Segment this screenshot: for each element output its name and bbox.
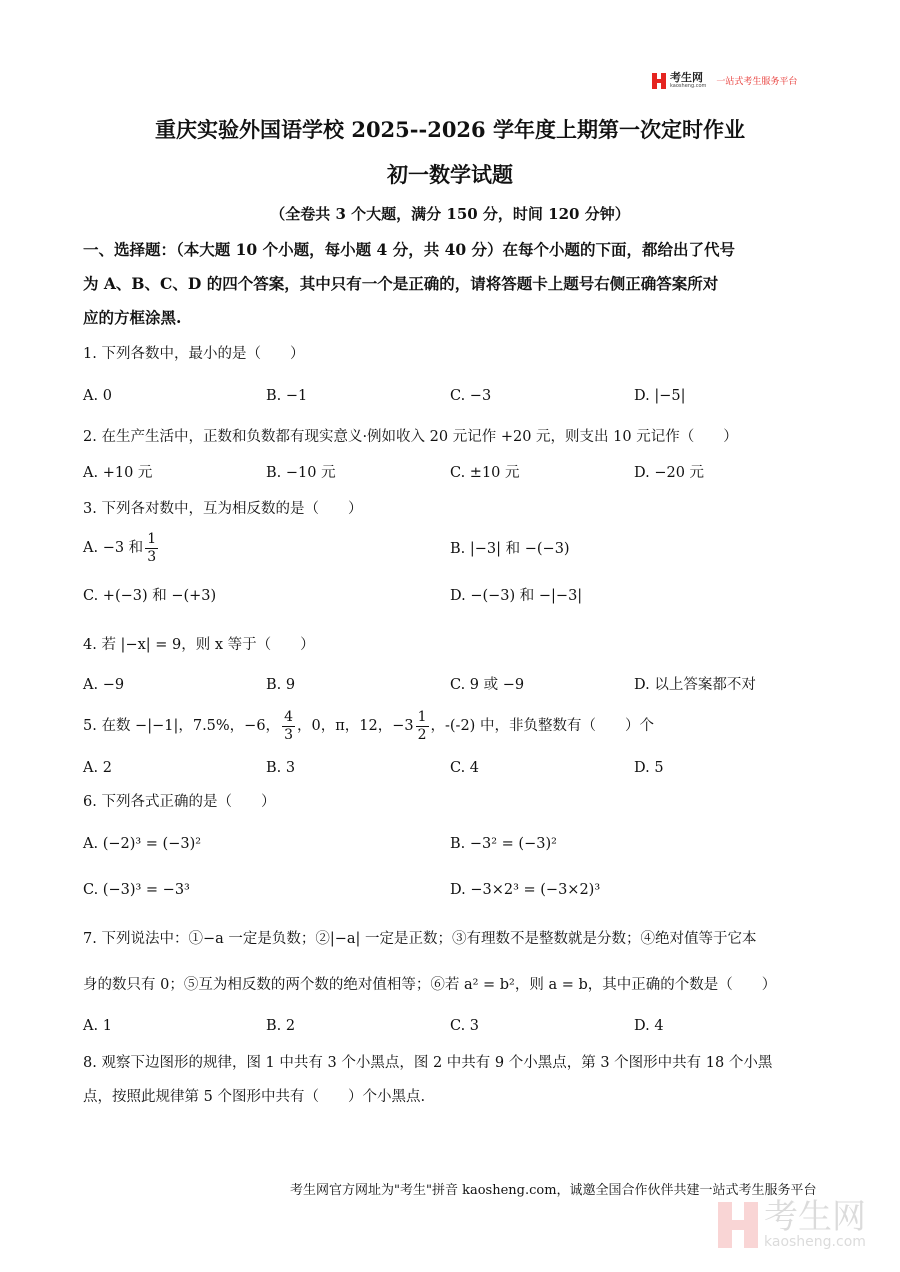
footer-text: 考生网官方网址为"考生"拼音 kaosheng.com，诚邀全国合作伙伴共建一站式考生服务平台 [290,1183,817,1198]
watermark-logo-icon [718,1202,758,1248]
q7-option-a: A. 1 [83,1018,112,1034]
page-title: 重庆实验外国语学校 2025--2026 学年度上期第一次定时作业 [155,117,745,142]
q4-option-a: A. −9 [83,677,125,693]
q5-option-a: A. 2 [83,760,112,776]
watermark [718,1197,866,1250]
question-6-stem: 6. 下列各式正确的是（ ） [83,794,276,810]
q3-option-a [83,530,160,566]
stem-text: ，0，π，12，−3 [296,718,414,734]
logo-domain: kaosheng.com [670,83,707,89]
denominator: 2 [417,726,427,743]
stem-text: 5. 在数 −|−1|，7.5%，−6， [83,718,281,734]
q1-option-b: B. −1 [266,388,308,404]
question-5-stem [83,707,654,745]
fraction [416,709,429,744]
q7-option-d: D. 4 [634,1018,664,1034]
logo-mark-icon [652,73,666,89]
page-subtitle: 初一数学试题 [387,162,513,187]
stem-text: ，-(-2) 中，非负整数有（ ）个 [430,718,654,734]
q5-option-b: B. 3 [266,760,296,776]
q4-option-d: D. 以上答案都不对 [634,677,756,693]
question-2-stem: 2. 在生产生活中，正数和负数都有现实意义·例如收入 20 元记作 +20 元，则支出 10 元记作（ ） [83,429,738,445]
watermark-domain: kaosheng.com [764,1234,866,1250]
q1-option-c: C. −3 [450,388,492,404]
q3-option-d: D. −(−3) 和 −|−3| [450,588,583,604]
numerator: 1 [147,530,157,547]
q1-option-a: A. 0 [83,388,112,404]
fraction [145,531,158,566]
watermark-brand: 考生网 [764,1197,866,1237]
q6-option-c: C. (−3)³ = −3³ [83,882,190,898]
q2-option-d: D. −20 元 [634,465,705,481]
numerator: 1 [417,708,427,725]
q7-option-c: C. 3 [450,1018,480,1034]
question-4-stem: 4. 若 |−x| = 9，则 x 等于（ ） [83,637,315,653]
question-8-stem: 8. 观察下边图形的规律，图 1 中共有 3 个小黑点，图 2 中共有 9 个小黑点，第 3 个图形中共有 18 个小黑 [83,1055,773,1071]
question-1-stem: 1. 下列各数中，最小的是（ ） [83,346,305,362]
q4-option-c: C. 9 或 −9 [450,677,525,693]
q3-option-b: B. |−3| 和 −(−3) [450,541,570,557]
fraction [282,709,295,744]
q7-option-b: B. 2 [266,1018,296,1034]
denominator: 3 [284,726,293,743]
q6-option-d: D. −3×2³ = (−3×2)³ [450,882,601,898]
denominator: 3 [147,548,157,565]
kaosheng-logo [652,72,797,89]
logo-brand: 考生网 [670,71,703,84]
q1-option-d: D. |−5| [634,388,686,404]
logo-slogan: 一站式考生服务平台 [716,77,798,87]
question-7-stem: 7. 下列说法中：①−a 一定是负数；②|−a| 一定是正数；③有理数不是整数就是分数；④绝对值等于它本 [83,931,757,947]
numerator: 4 [284,708,293,725]
q2-option-c: C. ±10 元 [450,465,520,481]
q5-option-c: C. 4 [450,760,480,776]
question-7-stem-cont: 身的数只有 0；⑤互为相反数的两个数的绝对值相等；⑥若 a² = b²，则 a = b，其中正确的个数是（ ） [83,977,777,993]
q3-option-c: C. +(−3) 和 −(+3) [83,588,217,604]
question-8-stem-cont: 点，按照此规律第 5 个图形中共有（ ）个小黑点. [83,1089,426,1105]
section-heading-cont: 应的方框涂黑. [83,308,182,327]
section-heading-cont: 为 A、B、C、D 的四个答案，其中只有一个是正确的，请将答题卡上题号右侧正确答案所对 [83,274,719,293]
exam-note: （全卷共 3 个大题，满分 150 分，时间 120 分钟） [270,205,630,223]
q6-option-b: B. −3² = (−3)² [450,836,557,852]
q2-option-a: A. +10 元 [83,465,153,481]
question-3-stem: 3. 下列各对数中，互为相反数的是（ ） [83,501,363,517]
q6-option-a: A. (−2)³ = (−3)² [83,836,202,852]
q5-option-d: D. 5 [634,760,664,776]
q2-option-b: B. −10 元 [266,465,336,481]
section-heading: 一、选择题：（本大题 10 个小题，每小题 4 分，共 40 分）在每个小题的下面，都给出了代号 [83,240,736,259]
q3-option-a-text: A. −3 和 [83,540,144,556]
q4-option-b: B. 9 [266,677,296,693]
